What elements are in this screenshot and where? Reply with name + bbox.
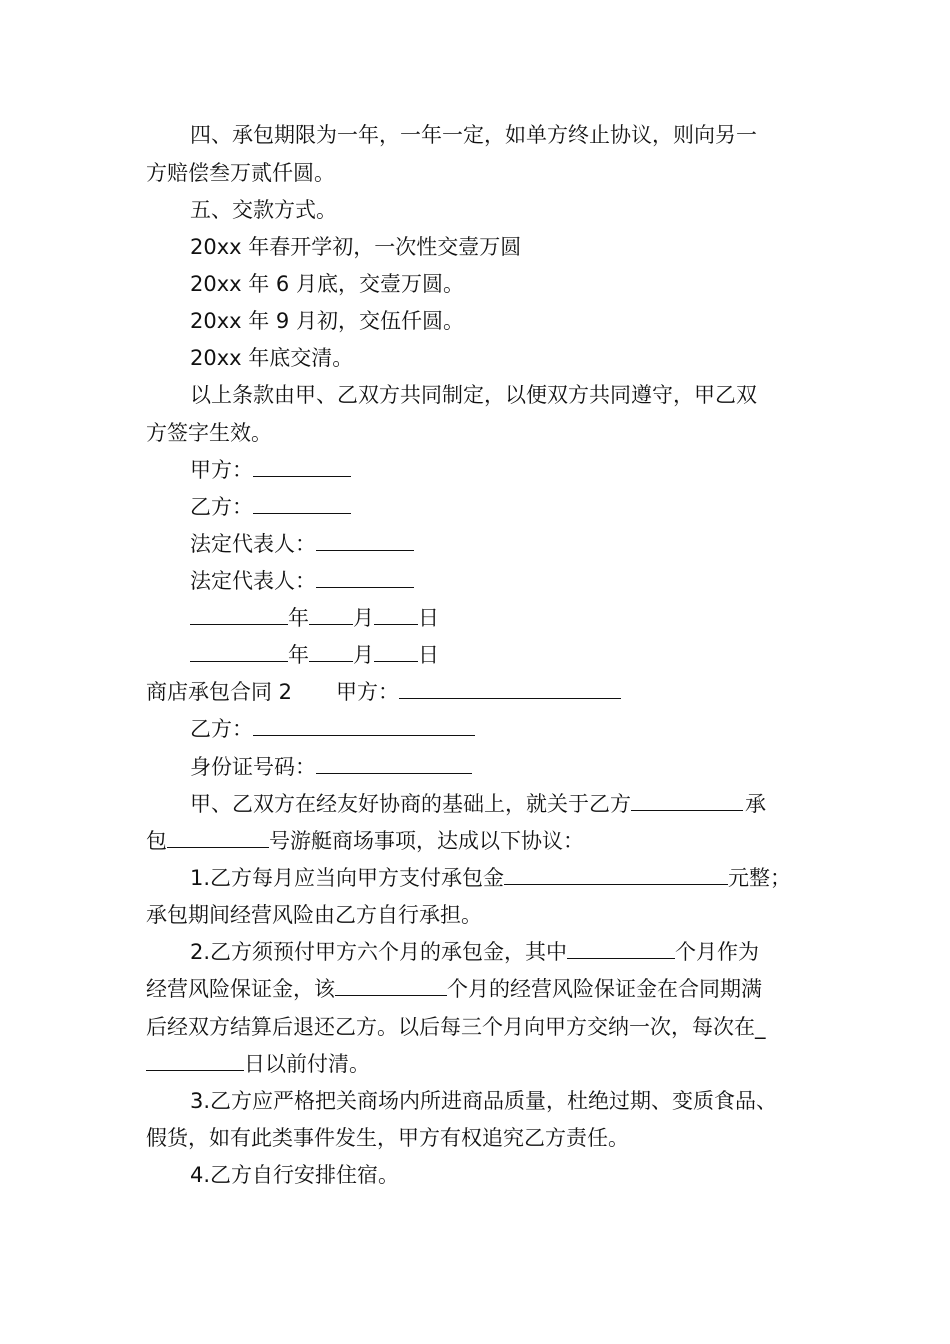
id-number-blank[interactable] [316, 753, 472, 774]
year-blank[interactable] [190, 604, 288, 625]
day-label: 日 [418, 606, 439, 630]
term-2-text-e: 日以前付清。 [244, 1052, 370, 1076]
preamble-blank-1[interactable] [631, 790, 743, 811]
legal-rep-1-blank[interactable] [316, 530, 414, 551]
month-blank[interactable] [309, 604, 353, 625]
term-3-line-2: 假货，如有此类事件发生，甲方有权追究乙方责任。 [146, 1126, 629, 1150]
party-b-label: 乙方： [190, 495, 253, 519]
legal-rep-2 [190, 567, 414, 595]
legal-rep-1 [190, 530, 414, 558]
payment-item-4: 20xx 年底交清。 [190, 346, 354, 370]
clause-4-line-2: 方赔偿叁万贰仟圆。 [146, 161, 335, 185]
year-blank[interactable] [190, 641, 288, 662]
date-line-1 [190, 604, 439, 632]
legal-rep-2-blank[interactable] [316, 567, 414, 588]
contract-2-party-b-blank[interactable] [253, 715, 475, 736]
id-number [190, 753, 472, 781]
term-2-text-d: 个月的经营风险保证金在合同期满 [447, 977, 762, 1001]
contract-2-header [146, 678, 621, 706]
party-a-blank[interactable] [253, 456, 351, 477]
day-blank[interactable] [374, 604, 418, 625]
clause-4-line-1: 四、承包期限为一年，一年一定，如单方终止协议，则向另一 [190, 123, 757, 147]
term-2-line-2 [146, 975, 762, 1003]
term-1-line-1 [190, 864, 791, 892]
party-b-blank[interactable] [253, 493, 351, 514]
preamble-text-a: 甲、乙双方在经友好协商的基础上，就关于乙方 [190, 792, 631, 816]
term-2-line-3: 后经双方结算后退还乙方。以后每三个月向甲方交纳一次，每次在_ [146, 1015, 766, 1039]
preamble-text-d: 号游艇商场事项，达成以下协议： [269, 829, 584, 853]
legal-rep-2-label: 法定代表人： [190, 569, 316, 593]
term-2-line-4 [146, 1050, 370, 1078]
term-4-line-1: 4.乙方自行安排住宿。 [190, 1163, 400, 1187]
year-label: 年 [288, 606, 309, 630]
month-label: 月 [353, 643, 374, 667]
preamble-line-1 [190, 790, 766, 818]
payment-item-2: 20xx 年 6 月底，交壹万圆。 [190, 272, 464, 296]
term-1-line-2: 承包期间经营风险由乙方自行承担。 [146, 903, 482, 927]
day-label: 日 [418, 643, 439, 667]
party-a-signature [190, 456, 351, 484]
clause-5-heading: 五、交款方式。 [190, 198, 337, 222]
month-label: 月 [353, 606, 374, 630]
contract-2-party-a-blank[interactable] [399, 678, 621, 699]
agreement-line-2: 方签字生效。 [146, 421, 272, 445]
contract-2-party-b [190, 715, 475, 743]
month-blank[interactable] [309, 641, 353, 662]
preamble-text-b: 承 [745, 792, 766, 816]
preamble-line-2 [146, 827, 584, 855]
term-2-line-1 [190, 938, 759, 966]
term-2-text-c: 经营风险保证金，该 [146, 977, 335, 1001]
term-1-blank[interactable] [504, 864, 728, 885]
date-line-2 [190, 641, 439, 669]
id-number-label: 身份证号码： [190, 755, 316, 779]
contract-2-title: 商店承包合同 2 [146, 680, 293, 704]
payment-item-1: 20xx 年春开学初，一次性交壹万圆 [190, 235, 522, 259]
year-label: 年 [288, 643, 309, 667]
term-2-blank-1[interactable] [567, 938, 675, 959]
contract-2-party-a-label: 甲方： [336, 680, 400, 704]
term-2-blank-2[interactable] [335, 975, 447, 996]
party-a-label: 甲方： [190, 458, 253, 482]
contract-2-party-b-label: 乙方： [190, 717, 253, 741]
term-2-text-a: 2.乙方须预付甲方六个月的承包金，其中 [190, 940, 568, 964]
term-2-text-b: 个月作为 [675, 940, 760, 964]
preamble-blank-2[interactable] [167, 827, 269, 848]
term-3-line-1: 3.乙方应严格把关商场内所进商品质量，杜绝过期、变质食品、 [190, 1089, 778, 1113]
payment-item-3: 20xx 年 9 月初，交伍仟圆。 [190, 309, 464, 333]
day-blank[interactable] [374, 641, 418, 662]
agreement-line-1: 以上条款由甲、乙双方共同制定，以便双方共同遵守，甲乙双 [190, 383, 757, 407]
legal-rep-1-label: 法定代表人： [190, 532, 316, 556]
party-b-signature [190, 493, 351, 521]
preamble-text-c: 包 [146, 829, 167, 853]
term-2-blank-3[interactable] [146, 1050, 244, 1071]
term-1-text-a: 1.乙方每月应当向甲方支付承包金 [190, 866, 505, 890]
term-1-text-b: 元整； [728, 866, 792, 890]
